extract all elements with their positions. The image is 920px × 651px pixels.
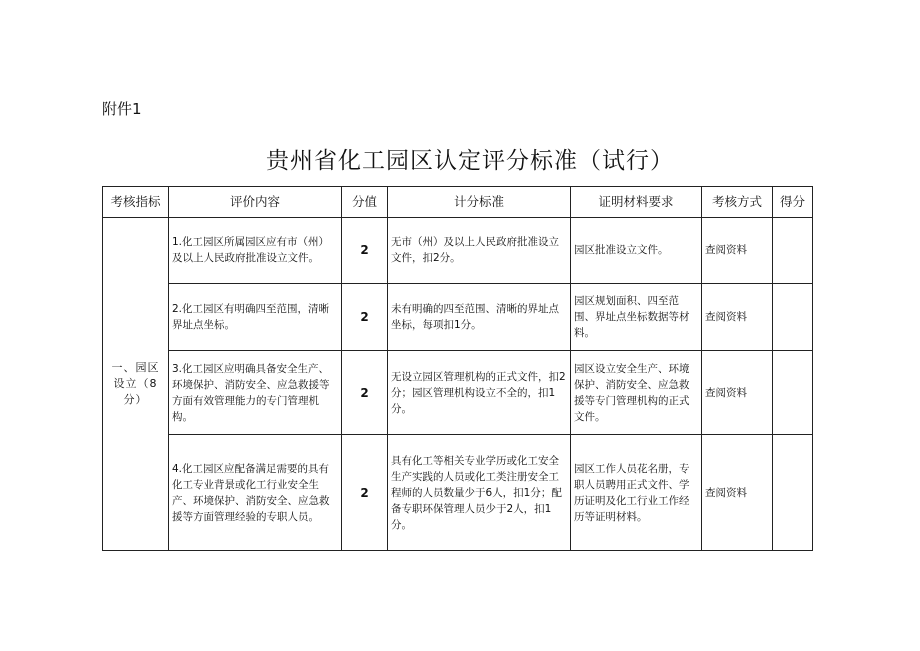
- attachment-label: 附件1: [102, 100, 142, 118]
- header-method: 考核方式: [702, 187, 773, 218]
- row-criteria: 无设立园区管理机构的正式文件，扣2分；园区管理机构设立不全的，扣1分。: [388, 350, 571, 434]
- row-evidence: 园区批准设立文件。: [571, 218, 702, 283]
- table-row: [103, 283, 813, 350]
- row-method: 查阅资料: [702, 218, 773, 283]
- row-criteria: 无市（州）及以上人民政府批准设立文件，扣2分。: [388, 218, 571, 283]
- header-indicator: 考核指标: [103, 187, 169, 218]
- header-content: 评价内容: [169, 187, 342, 218]
- row-result: [773, 350, 813, 434]
- row-score: 2: [342, 283, 388, 350]
- row-evidence: 园区设立安全生产、环境保护、消防安全、应急救援等专门管理机构的正式文件。: [571, 350, 702, 434]
- row-result: [773, 218, 813, 283]
- row-evidence: 园区规划面积、四至范围、界址点坐标数据等材料。: [571, 283, 702, 350]
- document-title: 贵州省化工园区认定评分标准（试行）: [266, 148, 674, 174]
- row-method: 查阅资料: [702, 350, 773, 434]
- row-method: 查阅资料: [702, 283, 773, 350]
- header-criteria: 计分标准: [388, 187, 571, 218]
- section-label: 一、园区设立（8分）: [103, 218, 169, 551]
- table-row: [103, 435, 813, 551]
- header-row: [103, 187, 813, 218]
- row-criteria: 具有化工等相关专业学历或化工安全生产实践的人员或化工类注册安全工程师的人员数量少于6人，扣1分；配备专职环保管理人员少于2人，扣1分。: [388, 435, 571, 551]
- table-row: [103, 350, 813, 434]
- table-row: [103, 218, 813, 283]
- row-content: 2.化工园区有明确四至范围，清晰界址点坐标。: [169, 283, 342, 350]
- row-result: [773, 283, 813, 350]
- row-result: [773, 435, 813, 551]
- row-score: 2: [342, 218, 388, 283]
- row-content: 3.化工园区应明确具备安全生产、环境保护、消防安全、应急救援等方面有效管理能力的专门管理机构。: [169, 350, 342, 434]
- row-criteria: 未有明确的四至范围、清晰的界址点坐标，每项扣1分。: [388, 283, 571, 350]
- row-score: 2: [342, 435, 388, 551]
- header-result: 得分: [773, 187, 813, 218]
- row-method: 查阅资料: [702, 435, 773, 551]
- header-evidence: 证明材料要求: [571, 187, 702, 218]
- row-content: 4.化工园区应配备满足需要的具有化工专业背景或化工行业安全生产、环境保护、消防安全、应急救援等方面管理经验的专职人员。: [169, 435, 342, 551]
- row-score: 2: [342, 350, 388, 434]
- row-evidence: 园区工作人员花名册，专职人员聘用正式文件、学历证明及化工行业工作经历等证明材料。: [571, 435, 702, 551]
- scoring-table: [102, 186, 813, 551]
- header-score: 分值: [342, 187, 388, 218]
- row-content: 1.化工园区所属园区应有市（州）及以上人民政府批准设立文件。: [169, 218, 342, 283]
